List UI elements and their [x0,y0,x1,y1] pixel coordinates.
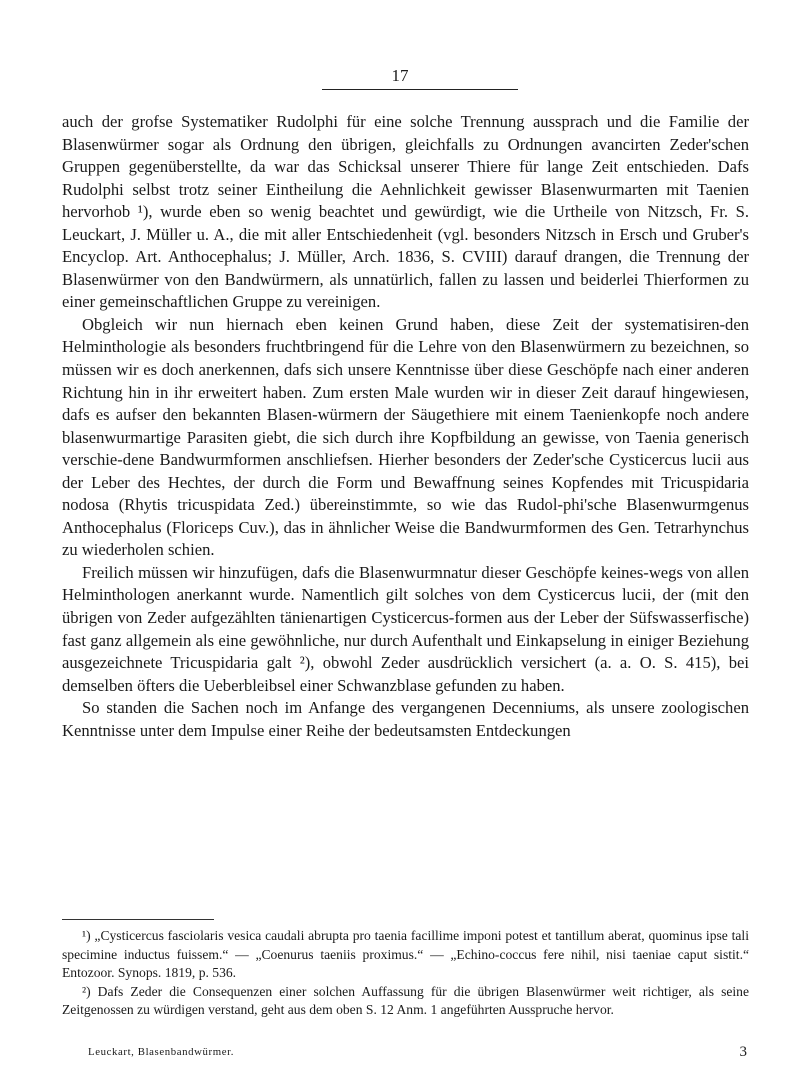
main-text [62,111,749,742]
header-rule [322,89,518,90]
sheet-number: 3 [739,1044,747,1060]
paragraph: Freilich müssen wir hinzufügen, dafs die Blasenwurmnatur dieser Geschöpfe keines-wegs von allen Helminthologen anerkannt wurde. Namentlich gilt solches von dem Cysticercus lucii, der (mit den übrigen von Zeder aufgezählten tänienartigen Cysticercus-formen aus der Leber der Süfswasserfische) fast ganz allgemein als eine gewöhnliche, nur durch Aufenthalt und Einkapselung in einiger Beziehung ausgezeichnete Tricuspidaria galt ²), obwohl Zeder ausdrücklich versichert (a. a. O. S. 415), bei demselben öfters die Ueberbleibsel einer Schwanzblase gefunden zu haben. [62,562,749,695]
page-footer [88,1045,747,1063]
footnotes [62,927,749,1020]
paragraph: So standen die Sachen noch im Anfange des vergangenen Decenniums, als unsere zoologischen Kenntnisse unter dem Impulse einer Reihe der bedeutsamsten Entdeckungen [62,698,749,740]
footnote: ²) Dafs Zeder die Consequenzen einer solchen Auffassung für die übrigen Blasenwürmer weit richtiger, als seine Zeitgenossen zu würdigen verstand, geht aus dem oben S. 12 Anm. 1 angeführten Ausspruche hervor. [62,983,749,1018]
page-number: 17 [391,66,409,85]
paragraph: auch der grofse Systematiker Rudolphi für eine solche Trennung aussprach und die Familie der Blasenwürmer sogar als Ordnung den übrigen, gleichfalls zu Ordnungen avancirten Zeder'schen Gruppen gegenüberstellte, da war das Schicksal unserer Thiere für lange Zeit entschieden. Dafs Rudolphi selbst trotz seiner Eintheilung die Aehnlichkeit gewisser Blasenwurmarten mit Taenien hervorhob ¹), wurde eben so wenig beachtet und gewürdigt, wie die Urtheile von Nitzsch, Fr. S. Leuckart, J. Müller u. A., die mit aller Entschiedenheit (vgl. besonders Nitzsch in Ersch und Gruber's Encyclop. Art. Anthocephalus; J. Müller, Arch. 1836, S. CVIII) darauf drangen, die Trennung der Blasenwürmer von den Bandwürmern, als unnatürlich, fallen zu lassen und beiderlei Thierformen zu einer gemeinschaftlichen Gruppe zu vereinigen. [62,112,749,312]
paragraph: Obgleich wir nun hiernach eben keinen Grund haben, diese Zeit der systematisiren-den Helminthologie als besonders fruchtbringend für die Lehre von den Blasenwürmern zu bezeichnen, so müssen wir es doch anerkennen, dafs sich unsere Kenntnisse über diese Geschöpfe nach einer anderen Richtung hin in ihr erweitert haben. Zum ersten Male wurden wir in dieser Zeit darauf hingewiesen, dafs es aufser den bekannten Blasen-würmern der Säugethiere mit einem Taenienkopfe noch andere blasenwurmartige Parasiten giebt, die sich durch ihre Kopfbildung an gewisse, von Taenia generisch verschie-dene Bandwurmformen anschliefsen. Hierher besonders der Zeder'sche Cysticercus lucii aus der Leber des Hechtes, der durch die Form und Bewaffnung seines Kopfendes mit Tricuspidaria nodosa (Rhytis tricuspidata Zed.) übereinstimmte, so wie das Rudol-phi'sche Blasenwurmgenus Anthocephalus (Floriceps Cuv.), das in ähnlicher Weise die Bandwurmformen des Gen. Tetrarhynchus zu wiederholen schien. [62,314,749,560]
footnote: ¹) „Cysticercus fasciolaris vesica caudali abrupta pro taenia facillime imponi potest et tantillum aberat, quominus ipse tali specimine inductus fuissem.“ — „Coenurus taeniis proximus.“ — „Echino-coccus fere nihil, nisi taeniae caput sistit.“ Entozoor. Synops. 1819, p. 536. [62,928,749,981]
footnote-rule [62,919,214,920]
printer-signature: Leuckart, Blasenbandwürmer. [88,1046,235,1058]
